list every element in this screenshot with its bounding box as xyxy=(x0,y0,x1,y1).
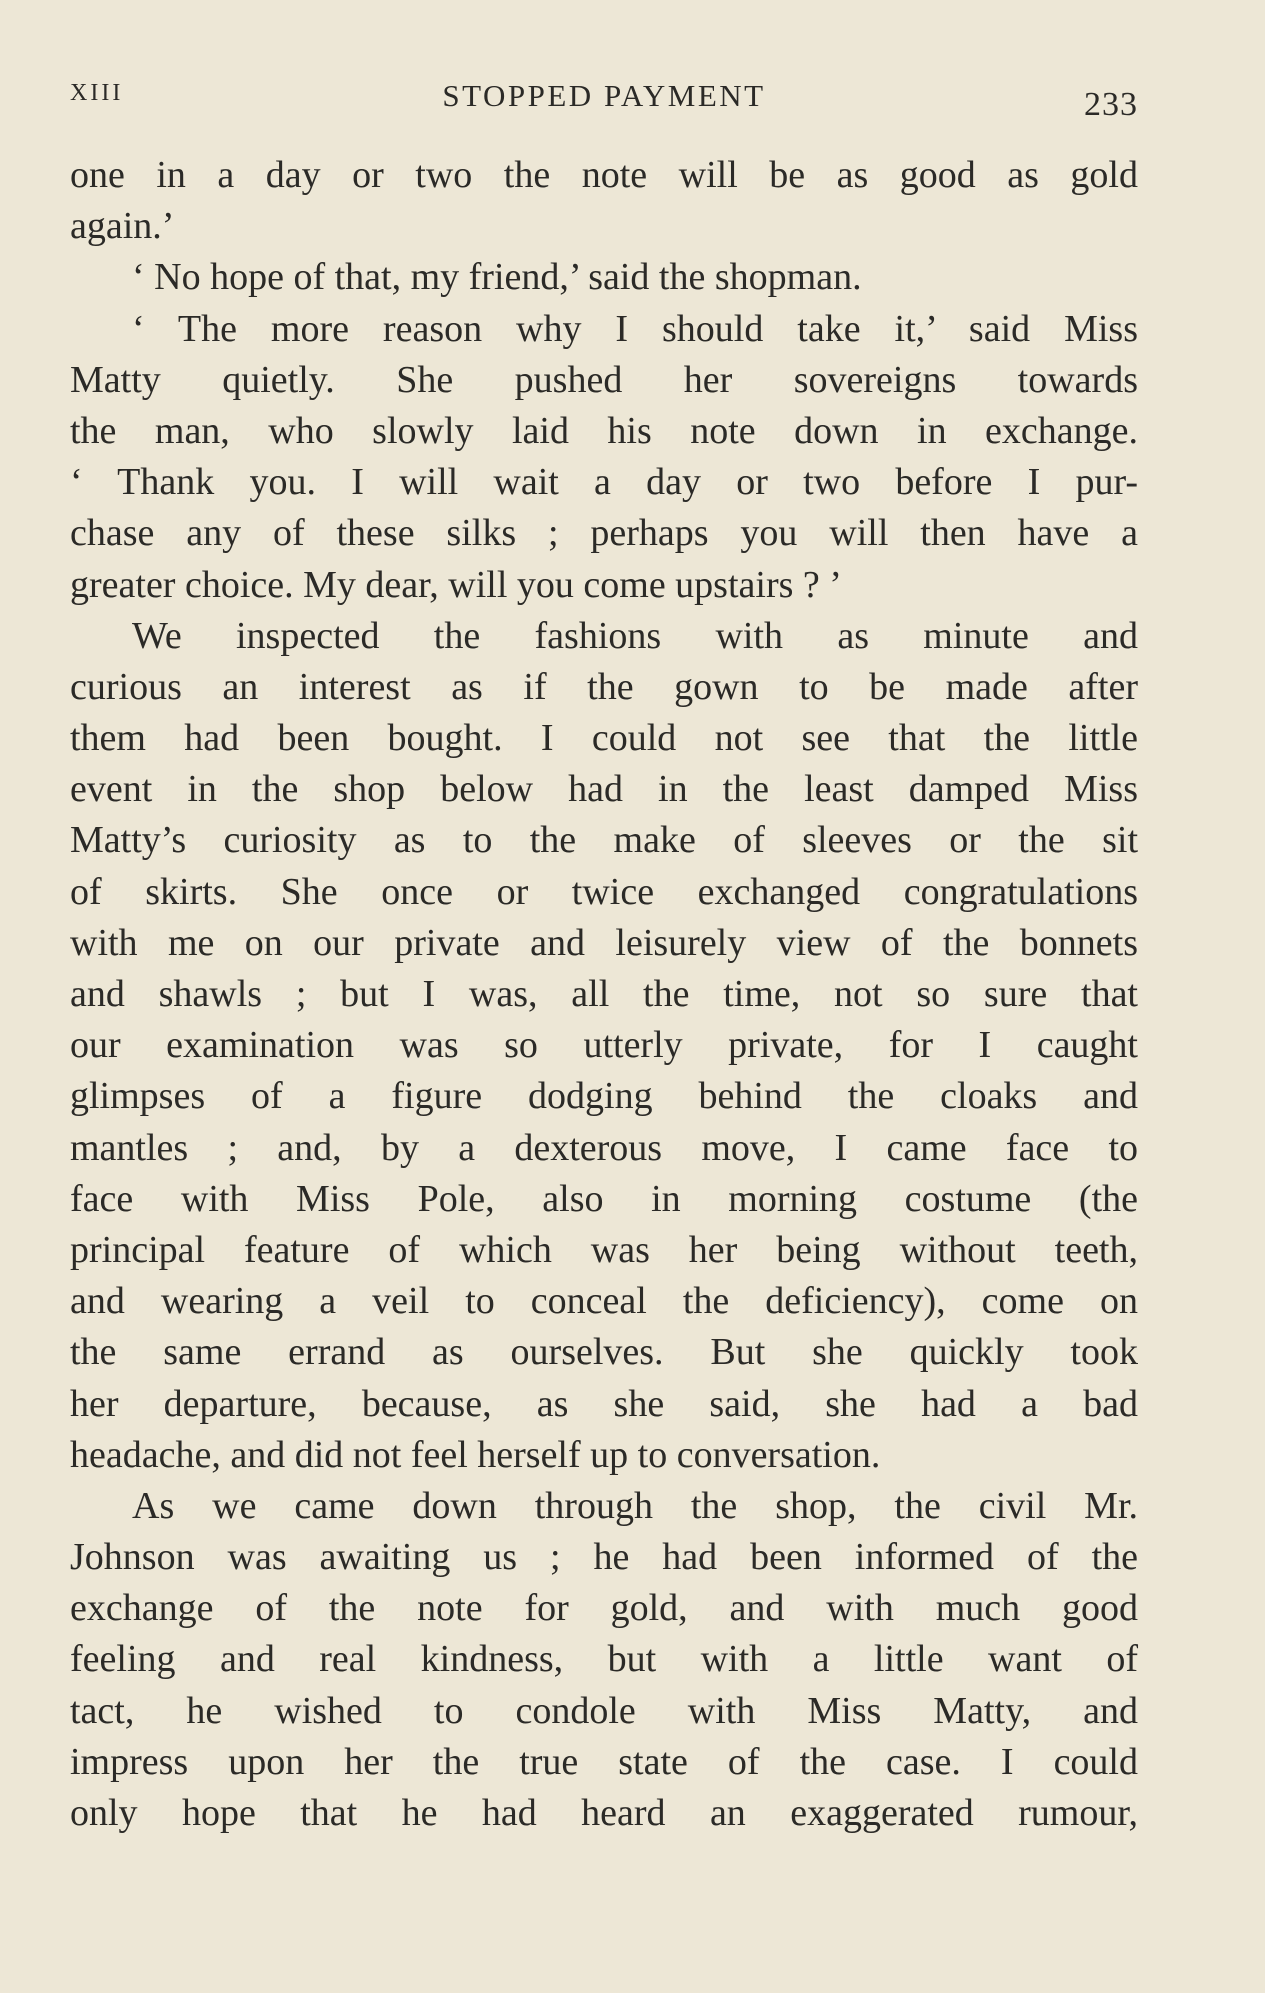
text-line: the man, who slowly laid his note down in exchange. xyxy=(70,409,1138,452)
text-line: again.’ xyxy=(70,205,175,248)
text-line: Johnson was awaiting us ; he had been informed of the xyxy=(70,1536,1138,1579)
text-line: impress upon her the true state of the case. I could xyxy=(70,1740,1138,1783)
text-line: headache, and did not feel herself up to conversation. xyxy=(70,1433,881,1476)
text-line: only hope that he had heard an exaggerated rumour, xyxy=(70,1792,1138,1834)
text-line: We inspected the fashions with as minute and xyxy=(132,614,1138,657)
chapter-number: XIII xyxy=(70,80,124,106)
running-head xyxy=(70,74,1138,124)
text-line: greater choice. My dear, will you come upstairs ? ’ xyxy=(70,563,842,606)
text-line: them had been bought. I could not see that the little xyxy=(70,717,1138,760)
text-line: glimpses of a figure dodging behind the cloaks and xyxy=(70,1075,1138,1118)
text-line: event in the shop below had in the least damped Miss xyxy=(70,768,1138,811)
text-line: chase any of these silks ; perhaps you will then have a xyxy=(70,512,1138,555)
text-line: the same errand as ourselves. But she quickly took xyxy=(70,1331,1138,1374)
text-line: mantles ; and, by a dexterous move, I came face to xyxy=(70,1126,1138,1169)
body-text xyxy=(70,150,1138,1839)
text-line: tact, he wished to condole with Miss Matty, and xyxy=(70,1689,1138,1732)
text-line: principal feature of which was her being without teeth, xyxy=(70,1228,1138,1271)
text-line: Matty quietly. She pushed her sovereigns towards xyxy=(70,358,1138,401)
text-line: with me on our private and leisurely view of the bonnets xyxy=(70,921,1138,964)
text-line: and shawls ; but I was, all the time, not so sure that xyxy=(70,973,1138,1015)
text-line: ‘ No hope of that, my friend,’ said the shopman. xyxy=(132,256,862,299)
page-number: 233 xyxy=(1084,86,1138,123)
text-line: ‘ The more reason why I should take it,’ said Miss xyxy=(132,307,1138,350)
text-line: of skirts. She once or twice exchanged congratulations xyxy=(70,870,1138,913)
chapter-title: STOPPED PAYMENT xyxy=(442,78,766,113)
text-line: As we came down through the shop, the civil Mr. xyxy=(132,1484,1138,1527)
text-line: and wearing a veil to conceal the deficiency), come on xyxy=(70,1280,1138,1323)
text-line: feeling and real kindness, but with a little want of xyxy=(70,1638,1138,1681)
text-line: Matty’s curiosity as to the make of sleeves or the sit xyxy=(70,819,1138,862)
text-line: one in a day or two the note will be as good as gold xyxy=(70,154,1138,196)
text-line: curious an interest as if the gown to be made after xyxy=(70,665,1138,708)
text-line: our examination was so utterly private, for I caught xyxy=(70,1024,1138,1067)
text-line: her departure, because, as she said, she had a bad xyxy=(70,1382,1138,1425)
text-line: face with Miss Pole, also in morning costume (the xyxy=(70,1177,1138,1220)
text-line: exchange of the note for gold, and with much good xyxy=(70,1587,1138,1630)
text-line: ‘ Thank you. I will wait a day or two before I pur- xyxy=(70,461,1138,504)
